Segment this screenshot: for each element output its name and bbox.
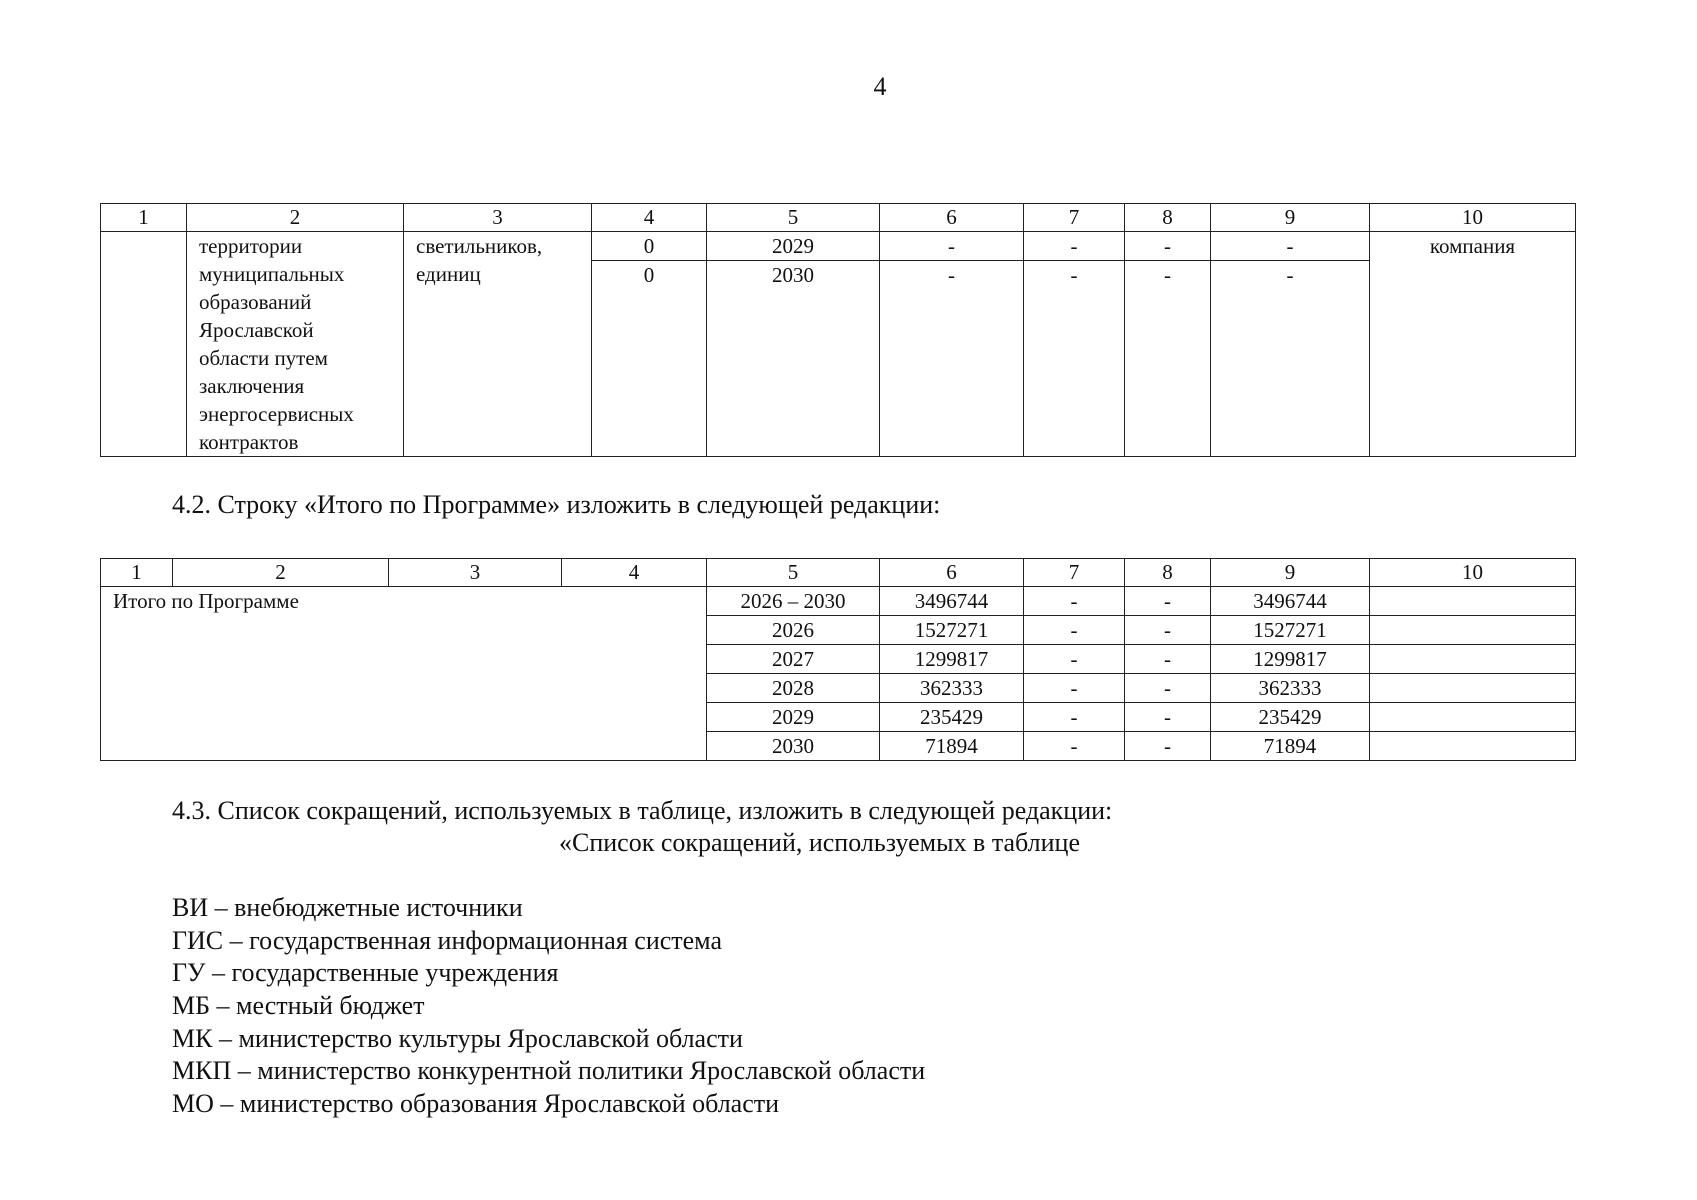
paragraph-4-2: 4.2. Строку «Итого по Программе» изложить в следующей редакции: [172,490,941,519]
table1-cell: - [1125,232,1211,261]
total-cell: 362333 [1211,674,1370,703]
total-cell: - [1125,587,1211,616]
total-cell: 1527271 [880,616,1024,645]
table2-header-cell: 1 [101,559,173,587]
total-cell: - [1125,703,1211,732]
table1-header-cell: 1 [101,204,187,232]
program-total-table [100,558,1576,761]
table1-header-cell: 3 [404,204,592,232]
total-cell: - [1024,703,1125,732]
total-cell: - [1024,645,1125,674]
total-cell: - [1125,645,1211,674]
table1-desc-line: Ярославской [199,318,314,342]
table1-col1-empty [101,232,187,457]
table1-header-cell: 7 [1024,204,1125,232]
total-cell: - [1125,616,1211,645]
table1-desc-line: заключения [199,374,305,398]
table1-header-cell: 9 [1211,204,1370,232]
table2-header-row [101,559,1576,587]
table2-header-cell: 10 [1370,559,1576,587]
total-cell: 1299817 [1211,645,1370,674]
total-cell: 3496744 [1211,587,1370,616]
table1-desc-line: контрактов [199,430,299,454]
table1-cell: - [1024,261,1125,457]
table1-desc-line: муниципальных [199,262,345,286]
table1-header-cell: 4 [592,204,707,232]
total-cell: 235429 [880,703,1024,732]
total-year-cell: 2026 [707,616,880,645]
table2-header-cell: 5 [707,559,880,587]
table1-header-cell: 6 [880,204,1024,232]
table1-value-cell: 0 [592,232,707,261]
total-cell [1370,674,1576,703]
abbreviation-list-title: «Список сокращений, используемых в таблице [559,828,1080,857]
table1-cell: - [880,232,1024,261]
total-cell: - [1024,587,1125,616]
list-item: МК – министерство культуры Ярославской области [172,1023,743,1053]
table1-desc-line: области путем [199,346,328,370]
table-row [101,232,1576,261]
table1-cell: - [880,261,1024,457]
table1-year-cell: 2029 [707,232,880,261]
abbreviation-list [172,892,925,1121]
list-item: ГУ – государственные учреждения [172,958,559,988]
table2-header-cell: 2 [173,559,389,587]
table1-indicator [404,232,592,457]
total-cell: 3496744 [880,587,1024,616]
table1-indicator-line: единиц [416,262,481,286]
total-label-cell: Итого по Программе [101,587,707,761]
total-year-cell: 2028 [707,674,880,703]
paragraph-4-3: 4.3. Список сокращений, используемых в таблице, изложить в следующей редакции: [172,796,1113,825]
total-year-cell: 2029 [707,703,880,732]
table1-cell: - [1211,232,1370,261]
page-number: 4 [873,72,887,101]
total-cell: - [1125,674,1211,703]
table2-header-cell: 8 [1125,559,1211,587]
list-item: МКП – министерство конкурентной политики Ярославской области [172,1056,926,1086]
list-item: МО – министерство образования Ярославской области [172,1089,780,1119]
table1-indicator-line: светильников, [416,234,543,258]
total-cell: - [1024,674,1125,703]
total-cell [1370,616,1576,645]
table1-header-row [101,204,1576,232]
total-year-cell: 2027 [707,645,880,674]
table2-header-cell: 9 [1211,559,1370,587]
table1-header-cell: 8 [1125,204,1211,232]
table1-measure-description [187,232,404,457]
table-row [101,587,1576,616]
total-cell: 71894 [880,732,1024,761]
table1-cell: - [1211,261,1370,457]
table1-desc-line: образований [199,290,312,314]
total-year-cell: 2026 – 2030 [707,587,880,616]
total-cell: 362333 [880,674,1024,703]
table2-header-cell: 7 [1024,559,1125,587]
list-item: ГИС – государственная информационная система [172,925,722,955]
table1-desc-line: энергосервисных [199,402,354,426]
table1-header-cell: 5 [707,204,880,232]
table1-value-cell: 0 [592,261,707,457]
table1-executor-cell: компания [1370,232,1576,457]
table1-header-cell: 2 [187,204,404,232]
total-cell [1370,587,1576,616]
total-cell: - [1024,732,1125,761]
table2-header-cell: 3 [389,559,562,587]
total-cell: 1299817 [880,645,1024,674]
list-item: МБ – местный бюджет [172,991,425,1021]
total-cell: 1527271 [1211,616,1370,645]
table1-cell: - [1125,261,1211,457]
table2-header-cell: 6 [880,559,1024,587]
table1-desc-line: территории [199,234,303,258]
table2-header-cell: 4 [562,559,707,587]
list-item: ВИ – внебюджетные источники [172,893,523,922]
total-cell [1370,732,1576,761]
total-cell: 235429 [1211,703,1370,732]
total-cell: - [1024,616,1125,645]
total-cell [1370,645,1576,674]
total-cell: - [1125,732,1211,761]
total-year-cell: 2030 [707,732,880,761]
table1-cell: - [1024,232,1125,261]
table1-header-cell: 10 [1370,204,1576,232]
table1-year-cell: 2030 [707,261,880,457]
total-cell [1370,703,1576,732]
program-table-continuation [100,203,1576,457]
total-cell: 71894 [1211,732,1370,761]
